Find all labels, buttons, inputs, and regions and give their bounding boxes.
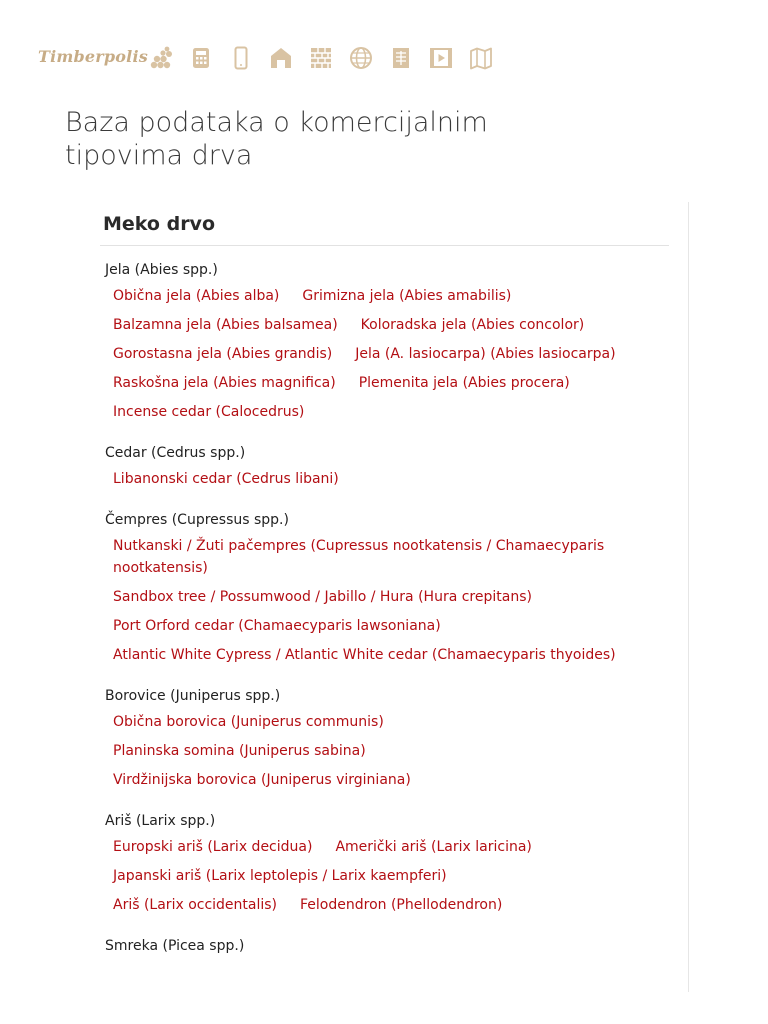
species-row — [113, 865, 670, 894]
species-link[interactable]: Port Orford cedar (Chamaecyparis lawsoniana) — [113, 618, 441, 634]
species-link[interactable]: Obična jela (Abies alba) — [113, 288, 280, 304]
species-list — [113, 285, 670, 430]
wood-group — [100, 936, 670, 956]
wood-group-title: Ariš (Larix spp.) — [105, 813, 216, 829]
species-link[interactable]: Europski ariš (Larix decidua) — [113, 839, 313, 855]
wood-group-title: Smreka (Picea spp.) — [105, 938, 245, 954]
species-link[interactable]: Nutkanski / Žuti pačempres (Cupressus nootkatensis / Chamaecyparis nootkatensis) — [113, 538, 605, 576]
species-link[interactable]: Balzamna jela (Abies balsamea) — [113, 317, 338, 333]
species-row — [113, 468, 670, 497]
species-link[interactable]: Atlantic White Cypress / Atlantic White cedar (Chamaecyparis thyoides) — [113, 647, 616, 663]
species-row — [113, 769, 670, 798]
species-link[interactable]: Planinska somina (Juniperus sabina) — [113, 743, 366, 759]
species-row — [113, 401, 670, 430]
wood-group — [100, 811, 670, 923]
species-list — [113, 535, 670, 673]
document-icon[interactable] — [388, 45, 414, 71]
wood-group — [100, 686, 670, 798]
species-row — [113, 615, 670, 644]
species-link[interactable]: Jela (A. lasiocarpa) (Abies lasiocarpa) — [355, 346, 616, 362]
species-link[interactable]: Virdžinijska borovica (Juniperus virginiana) — [113, 772, 411, 788]
species-link[interactable]: Japanski ariš (Larix leptolepis / Larix kaempferi) — [113, 868, 447, 884]
species-link[interactable]: Obična borovica (Juniperus communis) — [113, 714, 384, 730]
species-row — [113, 711, 670, 740]
section-heading: Meko drvo — [103, 213, 215, 235]
mobile-phone-icon[interactable] — [228, 45, 254, 71]
species-list — [113, 468, 670, 497]
species-row — [113, 535, 670, 586]
map-icon[interactable] — [468, 45, 494, 71]
page-title — [65, 106, 625, 172]
wood-group-title: Borovice (Juniperus spp.) — [105, 688, 281, 704]
species-row — [113, 343, 670, 372]
page-title-line-2: tipovima drva — [65, 140, 253, 171]
wood-group — [100, 443, 670, 497]
species-link[interactable]: Libanonski cedar (Cedrus libani) — [113, 471, 339, 487]
globe-icon[interactable] — [348, 45, 374, 71]
wood-pile-icon[interactable] — [148, 45, 174, 71]
section-divider — [100, 245, 669, 246]
wood-group-title: Jela (Abies spp.) — [105, 262, 218, 278]
species-row — [113, 586, 670, 615]
species-link[interactable]: Sandbox tree / Possumwood / Jabillo / Hura (Hura crepitans) — [113, 589, 532, 605]
wood-group-title: Cedar (Cedrus spp.) — [105, 445, 246, 461]
page-title-line-1: Baza podataka o komercijalnim — [65, 107, 488, 138]
timberpolis-logo[interactable]: Timberpolis — [38, 47, 148, 66]
species-row — [113, 740, 670, 769]
calculator-icon[interactable] — [188, 45, 214, 71]
content-divider — [688, 202, 689, 992]
species-row — [113, 836, 670, 865]
species-list — [113, 711, 670, 798]
wood-group-title: Čempres (Cupressus spp.) — [105, 512, 289, 528]
species-link[interactable]: Grimizna jela (Abies amabilis) — [302, 288, 512, 304]
species-link[interactable]: Raskošna jela (Abies magnifica) — [113, 375, 336, 391]
species-row — [113, 644, 670, 673]
species-row — [113, 285, 670, 314]
wood-types-section — [100, 202, 670, 969]
video-icon[interactable] — [428, 45, 454, 71]
wood-group — [100, 260, 670, 430]
species-link[interactable]: Incense cedar (Calocedrus) — [113, 404, 305, 420]
bricks-icon[interactable] — [308, 45, 334, 71]
species-row — [113, 314, 670, 343]
species-row — [113, 372, 670, 401]
species-row — [113, 894, 670, 923]
species-link[interactable]: Plemenita jela (Abies procera) — [358, 375, 570, 391]
house-icon[interactable] — [268, 45, 294, 71]
nav-icon-bar — [148, 45, 494, 71]
species-link[interactable]: Američki ariš (Larix laricina) — [335, 839, 532, 855]
wood-group — [100, 510, 670, 673]
top-navigation-bar — [0, 0, 768, 100]
species-link[interactable]: Felodendron (Phellodendron) — [300, 897, 503, 913]
species-link[interactable]: Koloradska jela (Abies concolor) — [360, 317, 585, 333]
species-list — [113, 836, 670, 923]
wood-groups-list — [100, 260, 670, 956]
species-link[interactable]: Ariš (Larix occidentalis) — [113, 897, 278, 913]
species-link[interactable]: Gorostasna jela (Abies grandis) — [113, 346, 333, 362]
